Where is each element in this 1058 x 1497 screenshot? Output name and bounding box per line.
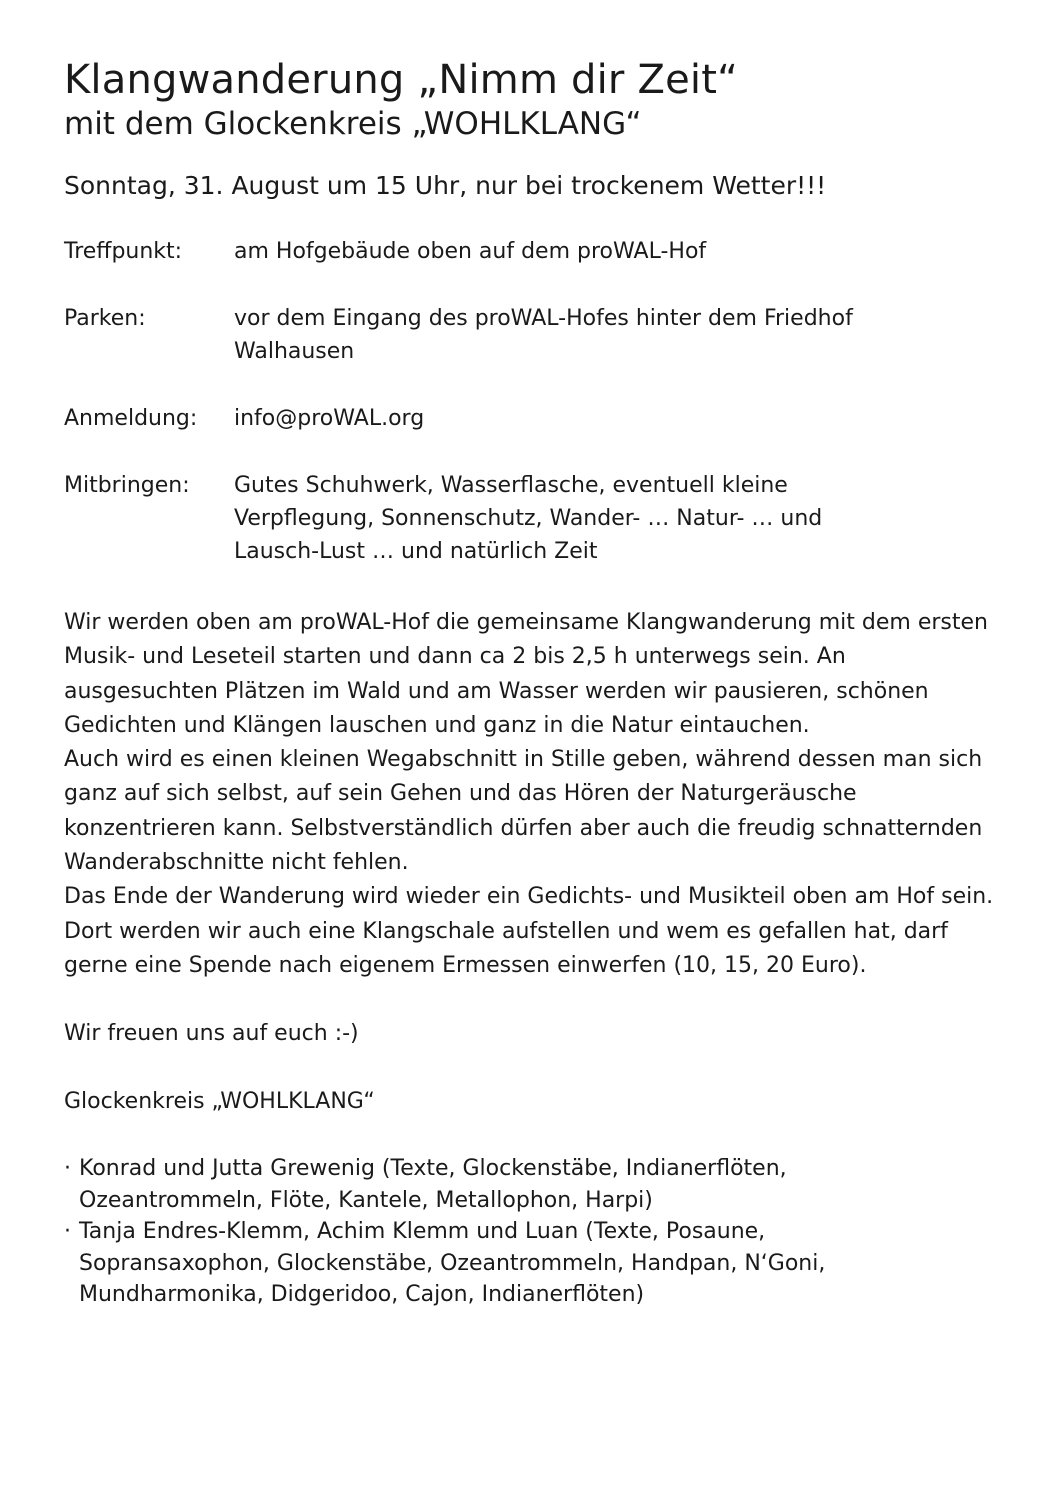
info-row-parken — [64, 302, 1004, 368]
info-value: Gutes Schuhwerk, Wasserflasche, eventuell kleine Verpflegung, Sonnenschutz, Wander- … Natur- … und Lausch-Lust … und natürlich Zeit — [234, 473, 823, 564]
page-subtitle: mit dem Glockenkreis „WOHLKLANG“ — [64, 106, 642, 142]
member-text: Tanja Endres-Klemm, Achim Klemm und Luan (Texte, Posaune, Sopransaxophon, Glockenstäbe, Ozeantrommeln, Handpan, N‘Goni, Mundharmonika, Didgeridoo, Cajon, Indianerflöten) — [79, 1219, 826, 1308]
info-list — [64, 235, 1004, 568]
page-title: Klangwanderung „Nimm dir Zeit“ — [64, 57, 739, 103]
paragraph: Wir werden oben am proWAL-Hof die gemeinsame Klangwanderung mit dem ersten Musik- und Leseteil starten und dann ca 2 bis 2,5 h unterwegs sein. An ausgesuchten Plätzen im Wald und am Wasser werden wir pausieren, schönen Gedichten und Klängen lauschen und ganz in die Natur eintauchen. — [64, 610, 988, 738]
event-date: Sonntag, 31. August um 15 Uhr, nur bei trockenem Wetter!!! — [64, 171, 827, 200]
info-value: am Hofgebäude oben auf dem proWAL-Hof — [234, 239, 707, 264]
info-value: vor dem Eingang des proWAL-Hofes hinter dem Friedhof Walhausen — [234, 306, 853, 364]
list-item — [64, 1153, 1004, 1216]
bullet: · — [64, 1219, 71, 1245]
info-label: Parken: — [64, 306, 146, 331]
closing-line: Wir freuen uns auf euch :-) — [64, 1021, 359, 1047]
list-item — [64, 1216, 1004, 1311]
member-text: Konrad und Jutta Grewenig (Texte, Glockenstäbe, Indianerflöten, Ozeantrommeln, Flöte, Kantele, Metallophon, Harpi) — [79, 1156, 787, 1213]
paragraph: Auch wird es einen kleinen Wegabschnitt in Stille geben, während dessen man sich ganz auf sich selbst, auf sein Gehen und das Hören der Naturgeräusche konzentrieren kann. Selbstverständlich dürfen aber auch die freudig schnatternden Wanderabschnitte nicht fehlen. — [64, 747, 983, 876]
member-list — [64, 1153, 1004, 1311]
email-link[interactable]: info@proWAL.org — [234, 406, 425, 431]
info-label: Anmeldung: — [64, 406, 198, 431]
flyer-page — [64, 58, 1004, 1333]
bullet: · — [64, 1156, 71, 1182]
info-label: Mitbringen: — [64, 473, 190, 498]
info-row-anmeldung — [64, 402, 1004, 435]
info-label: Treffpunkt: — [64, 239, 183, 264]
info-row-mitbringen — [64, 469, 1004, 568]
description — [64, 606, 1004, 983]
paragraph: Das Ende der Wanderung wird wieder ein Gedichts- und Musikteil oben am Hof sein. Dort werden wir auch eine Klangschale aufstellen und wem es gefallen hat, darf gerne eine Spende nach eigenem Ermessen einwerfen (10, 15, 20 Euro). — [64, 884, 994, 978]
info-row-treffpunkt — [64, 235, 1004, 268]
signature: Glockenkreis „WOHLKLANG“ — [64, 1089, 375, 1115]
